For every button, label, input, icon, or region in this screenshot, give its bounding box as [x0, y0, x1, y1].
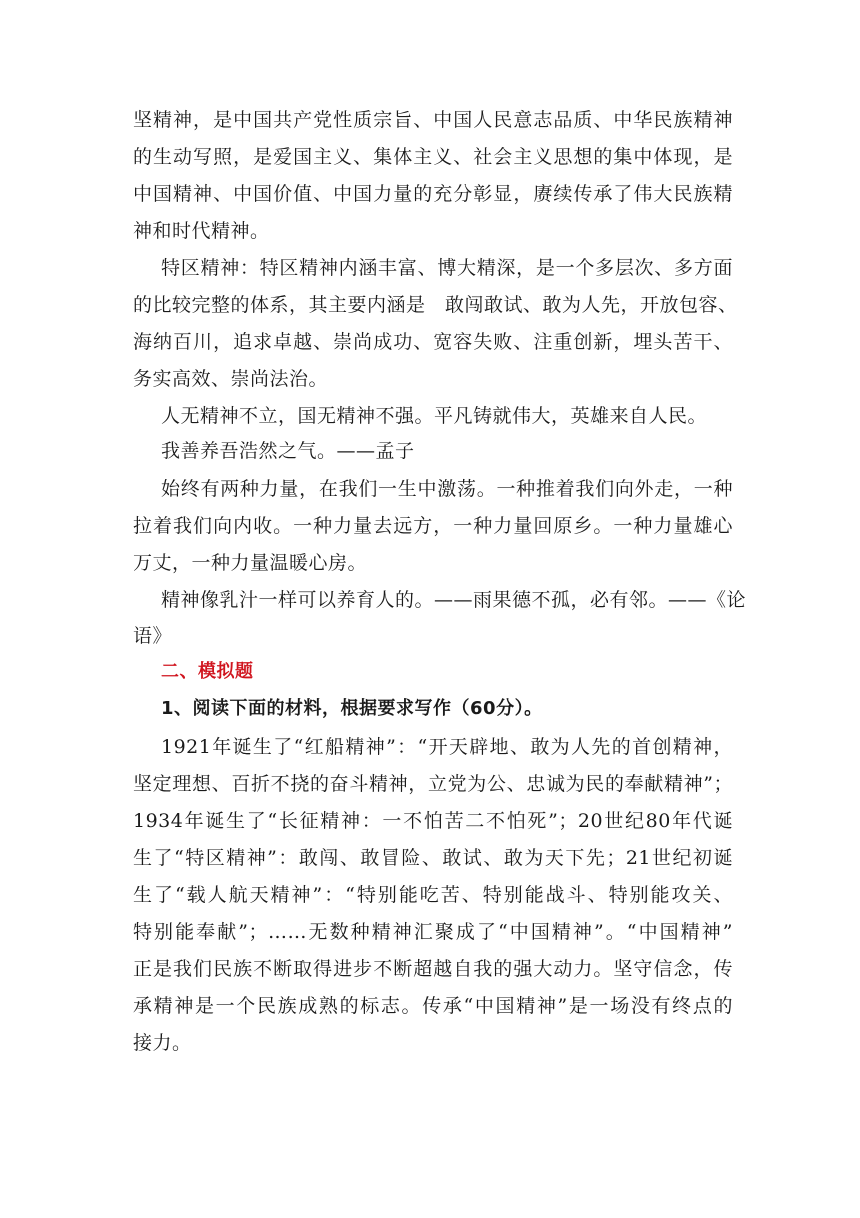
material-line-6: 特别能奉献”；……无数种精神汇聚成了“中国精神”。“中国精神” — [133, 921, 733, 943]
paragraph-5-line-1: 始终有两种力量，在我们一生中激荡。一种推着我们向外走，一种 — [161, 478, 733, 500]
material-line-3: 1934年诞生了“长征精神：一不怕苦二不怕死”；20世纪80年代诞 — [133, 810, 733, 832]
material-line-4: 生了“特区精神”：敢闯、敢冒险、敢试、敢为天下先；21世纪初诞 — [133, 847, 733, 869]
material-line-5: 生了“载人航天精神”：“特别能吃苦、特别能战斗、特别能攻关、 — [133, 884, 733, 906]
material-line-7: 正是我们民族不断取得进步不断超越自我的强大动力。坚守信念，传 — [133, 958, 733, 980]
paragraph-2-line-2: 的比较完整的体系，其主要内涵是 敢闯敢试、敢为人先，开放包容、 — [133, 294, 738, 316]
section-heading: 二、模拟题 — [161, 661, 254, 682]
question-prompt: 1、阅读下面的材料，根据要求写作（60分）。 — [161, 698, 543, 719]
material-line-2: 坚定理想、百折不挠的奋斗精神，立党为公、忠诚为民的奉献精神”； — [133, 773, 733, 795]
material-line-1: 1921年诞生了“红船精神”：“开天辟地、敢为人先的首创精神， — [161, 736, 733, 758]
material-line-9: 接力。 — [133, 1032, 192, 1054]
paragraph-2-line-3: 海纳百川，追求卓越、崇尚成功、宽容失败、注重创新，埋头苦干、 — [133, 331, 733, 353]
paragraph-1-line-4: 神和时代精神。 — [133, 220, 270, 242]
paragraph-6-line-1: 精神像乳汁一样可以养育人的。——雨果德不孤，必有邻。——《论 — [161, 589, 747, 611]
material-line-8: 承精神是一个民族成熟的标志。传承“中国精神”是一场没有终点的 — [133, 995, 733, 1017]
paragraph-2-line-1: 特区精神：特区精神内涵丰富、博大精深，是一个多层次、多方面 — [161, 257, 733, 279]
paragraph-3: 人无精神不立，国无精神不强。平凡铸就伟大，英雄来自人民。 — [161, 405, 708, 427]
paragraph-6-line-2: 语》 — [133, 625, 173, 647]
paragraph-5-line-2: 拉着我们向内收。一种力量去远方，一种力量回原乡。一种力量雄心 — [133, 515, 733, 537]
paragraph-2-line-4: 务实高效、崇尚法治。 — [133, 368, 329, 390]
paragraph-1-line-3: 中国精神、中国价值、中国力量的充分彰显，赓续传承了伟大民族精 — [133, 183, 733, 205]
paragraph-4: 我善养吾浩然之气。——孟子 — [161, 440, 415, 462]
paragraph-1-line-2: 的生动写照，是爱国主义、集体主义、社会主义思想的集中体现，是 — [133, 146, 733, 168]
paragraph-5-line-3: 万丈，一种力量温暖心房。 — [133, 552, 368, 574]
paragraph-1-line-1: 坚精神，是中国共产党性质宗旨、中国人民意志品质、中华民族精神 — [133, 109, 733, 131]
